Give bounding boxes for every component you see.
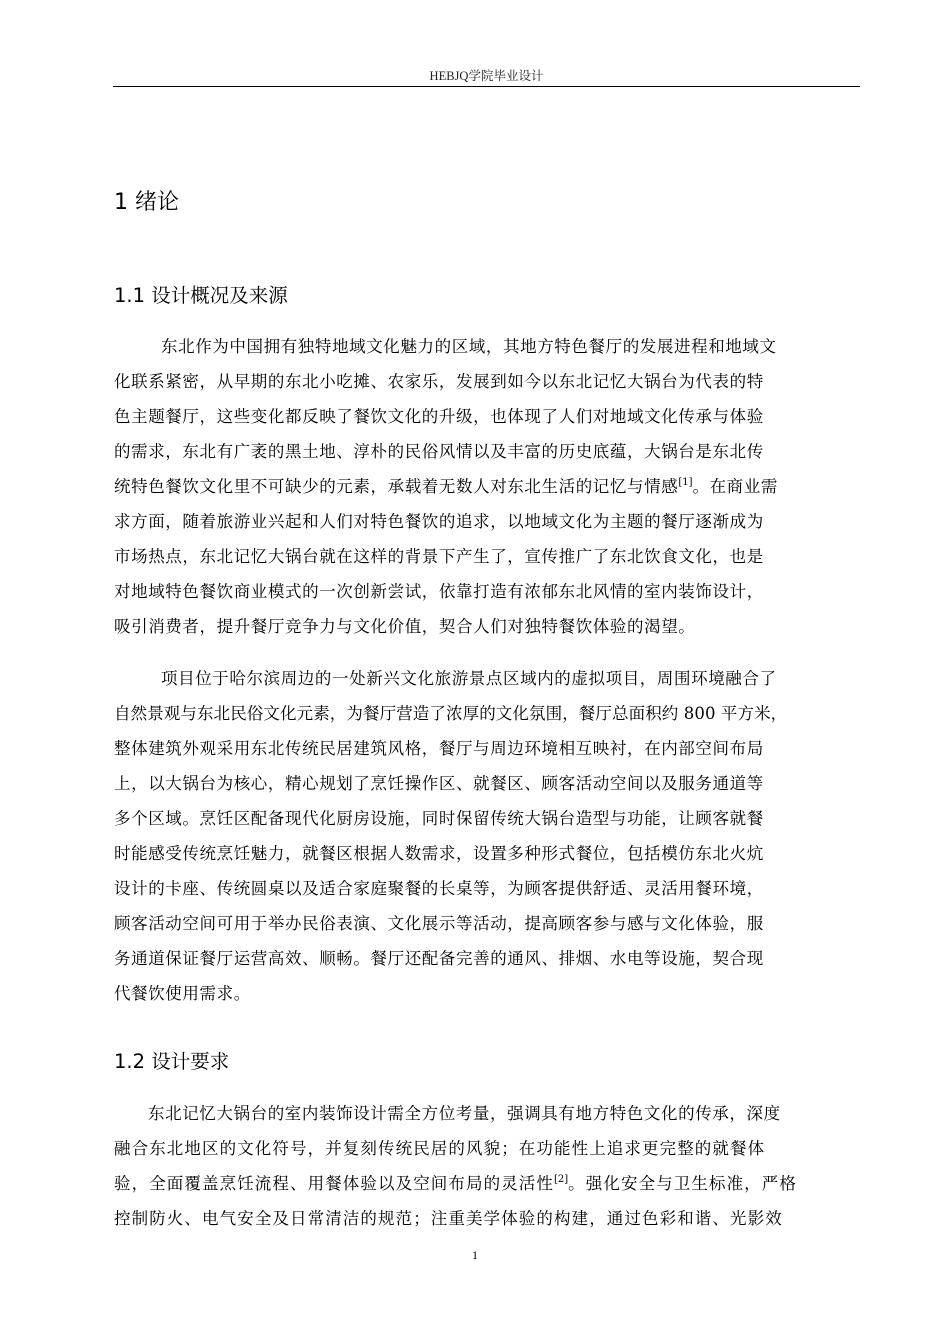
paragraph-line: 融合东北地区的文化符号，并复刻传统民居的风貌；在功能性上追求更完整的就餐体 [114, 1139, 766, 1158]
section-title-1-1: 1.1 设计概况及来源 [114, 284, 288, 307]
paragraph-line: 化联系紧密，从早期的东北小吃摊、农家乐，发展到如今以东北记忆大锅台为代表的特 [114, 372, 764, 391]
paragraph-line: 代餐饮使用需求。 [114, 984, 251, 1003]
paragraph-line: 色主题餐厅，这些变化都反映了餐饮文化的升级，也体现了人们对地域文化传承与体验 [114, 407, 764, 426]
section-title-1-2: 1.2 设计要求 [114, 1050, 230, 1073]
paragraph-text: 统特色餐饮文化里不可缺少的元素，承载着无数人对东北生活的记忆与情感 [114, 477, 679, 496]
citation-ref: [1] [678, 477, 693, 488]
paragraph-line: 务通道保证餐厅运营高效、顺畅。餐厅还配备完善的通风、排烟、水电等设施，契合现 [114, 949, 764, 968]
paragraph-text: 验，全面覆盖烹饪流程、用餐体验以及空间布局的灵活性 [114, 1174, 554, 1193]
paragraph-line: 东北作为中国拥有独特地域文化魅力的区域，其地方特色餐厅的发展进程和地域文 [161, 337, 777, 356]
paragraph-line: 设计的卡座、传统圆桌以及适合家庭聚餐的长桌等，为顾客提供舒适、灵活用餐环境， [114, 879, 764, 898]
running-header: HEBJQ学院毕业设计 [429, 69, 544, 83]
paragraph-line: 控制防火、电气安全及日常清洁的规范；注重美学体验的构建，通过色彩和谐、光影效 [114, 1209, 783, 1228]
paragraph-line: 东北记忆大锅台的室内装饰设计需全方位考量，强调具有地方特色文化的传承，深度 [148, 1104, 781, 1123]
paragraph-text: 。在商业需 [692, 477, 778, 496]
header-rule [113, 86, 860, 87]
paragraph-line [114, 1172, 797, 1196]
paragraph-line [114, 475, 778, 499]
paragraph-text: 。强化安全与卫生标准，严格 [568, 1174, 797, 1193]
paragraph-line: 求方面，随着旅游业兴起和人们对特色餐饮的追求，以地域文化为主题的餐厅逐渐成为 [114, 512, 764, 531]
paragraph-line: 市场热点，东北记忆大锅台就在这样的背景下产生了，宣传推广了东北饮食文化，也是 [114, 547, 764, 566]
paragraph-line: 的需求，东北有广袤的黑土地、淳朴的民俗风情以及丰富的历史底蕴，大锅台是东北传 [114, 442, 764, 461]
paragraph-line: 上，以大锅台为核心，精心规划了烹饪操作区、就餐区、顾客活动空间以及服务通道等 [114, 774, 764, 793]
paragraph-line: 项目位于哈尔滨周边的一处新兴文化旅游景点区域内的虚拟项目，周围环境融合了 [161, 669, 777, 688]
paragraph-line: 时能感受传统烹饪魅力，就餐区根据人数需求，设置多种形式餐位，包括模仿东北火炕 [114, 844, 764, 863]
paragraph-line: 自然景观与东北民俗文化元素，为餐厅营造了浓厚的文化氛围，餐厅总面积约 800 平方米， [114, 704, 788, 723]
chapter-title: 1 绪论 [114, 190, 179, 215]
paragraph-line: 对地域特色餐饮商业模式的一次创新尝试，依靠打造有浓郁东北风情的室内装饰设计， [114, 582, 764, 601]
paragraph-line: 顾客活动空间可用于举办民俗表演、文化展示等活动，提高顾客参与感与文化体验，服 [114, 914, 764, 933]
paragraph-line: 整体建筑外观采用东北传统民居建筑风格，餐厅与周边环境相互映衬，在内部空间布局 [114, 739, 764, 758]
paragraph-line: 多个区域。烹饪区配备现代化厨房设施，同时保留传统大锅台造型与功能，让顾客就餐 [114, 809, 764, 828]
paragraph-line: 吸引消费者，提升餐厅竞争力与文化价值，契合人们对独特餐饮体验的渴望。 [114, 617, 696, 636]
page-number: 1 [472, 1248, 478, 1262]
citation-ref: [2] [554, 1174, 569, 1185]
